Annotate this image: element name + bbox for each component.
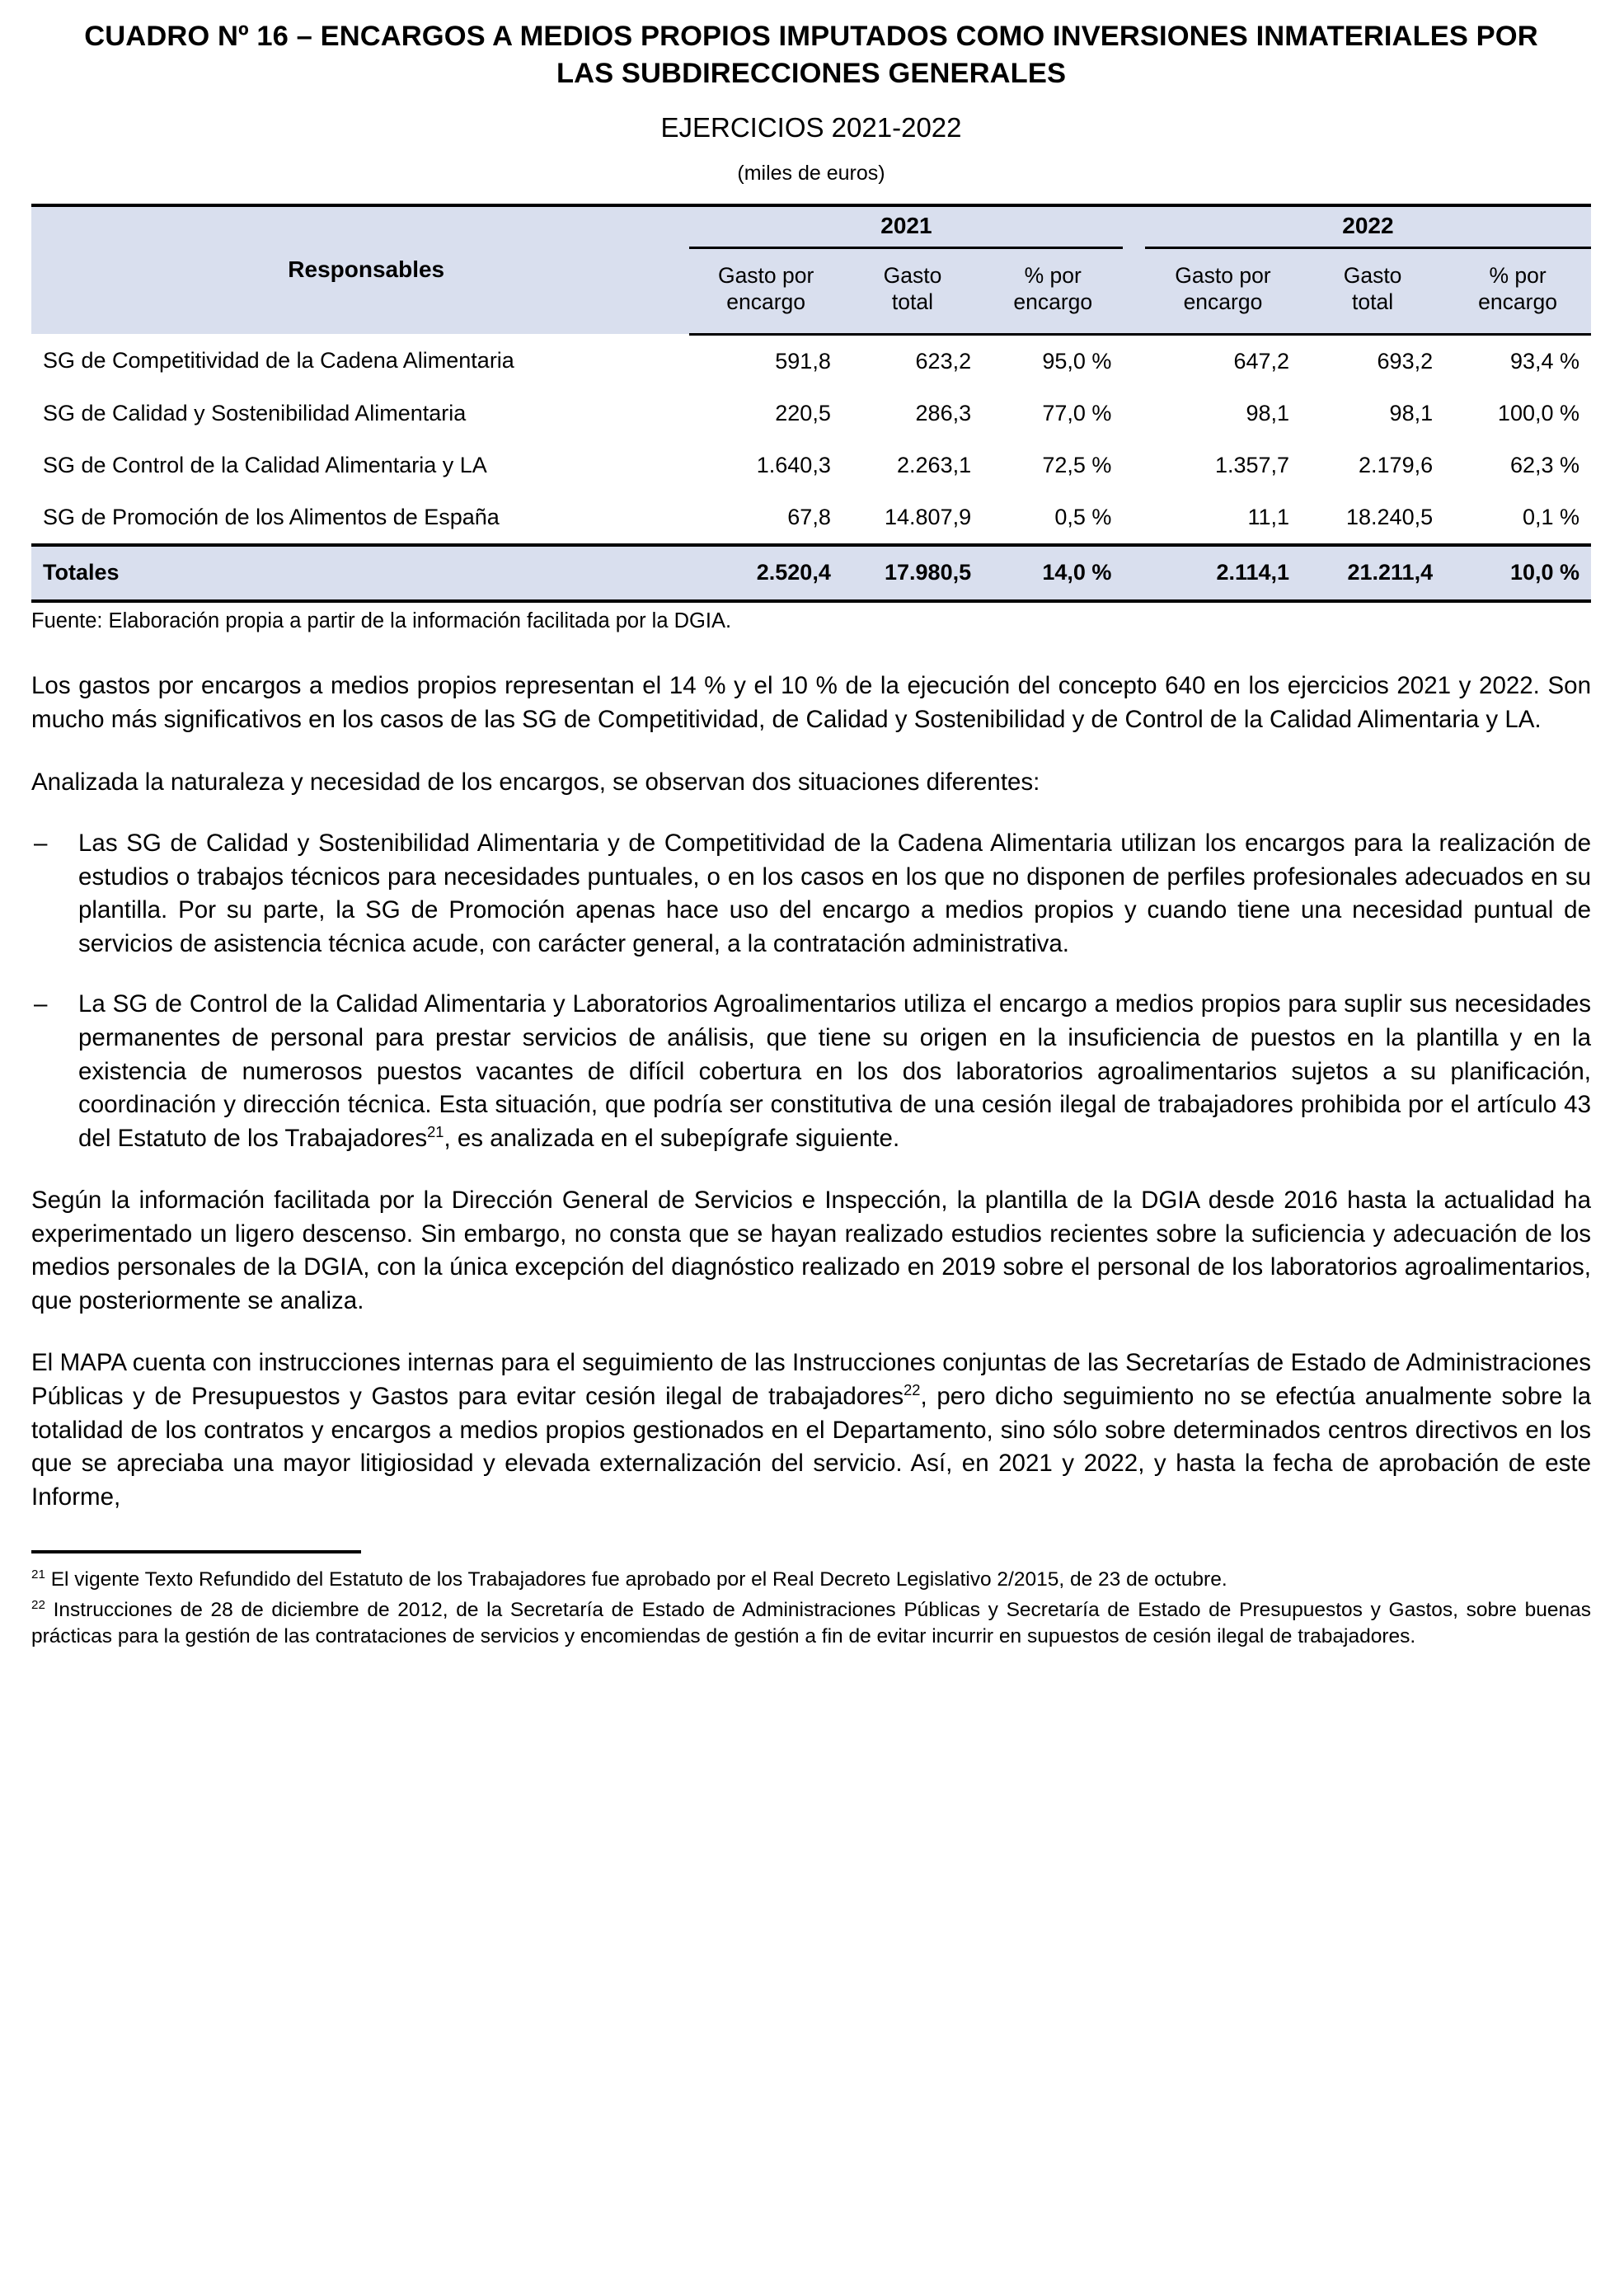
- table-source-note: Fuente: Elaboración propia a partir de la información facilitada por la DGIA.: [31, 609, 732, 632]
- cell-2022-pct: 0,1 %: [1522, 504, 1579, 529]
- header-line-2: total: [891, 289, 934, 314]
- totals-2021-pct: 14,0 %: [983, 545, 1123, 601]
- footnote-21-text: El vigente Texto Refundido del Estatuto de los Trabajadores fue aprobado por el Real Decreto Legislativo 2/2015, de 23 de octubre.: [50, 1568, 1227, 1591]
- list-item-text-part-2: , es analizada en el subepígrafe siguiente.: [444, 1124, 900, 1152]
- units-note: (miles de euros): [737, 161, 885, 185]
- paragraph-4: [31, 1347, 1591, 1514]
- encargos-table: [31, 204, 1591, 603]
- table-container: [31, 204, 1591, 635]
- cell-2021-pct: 72,5 %: [1042, 452, 1112, 477]
- header-line-2: encargo: [1183, 289, 1263, 314]
- list-item-text-part-1: La SG de Control de la Calidad Alimentaria y Laboratorios Agroalimentarios utiliza el encargo a medios propios para suplir sus necesidades permanentes de personal para prestar servicios de análisis, que tiene su origen en la insuficiencia de puestos en la plantilla y en la existencia de numerosos puestos vacantes de difícil cobertura en los dos laboratorios agroalimentarios sujetos a su planificación, coordinación y dirección técnica. Esta situación, que podría ser constitutiva de una cesión ilegal de trabajadores prohibida por el artículo 43 del Estatuto de los Trabajadores: [78, 990, 1591, 1152]
- totals-2022-pct: 10,0 %: [1444, 545, 1591, 601]
- cell-2021-pct: 95,0 %: [1042, 348, 1112, 374]
- column-header-responsables: Responsables: [31, 205, 689, 335]
- dash-marker: –: [34, 830, 48, 858]
- cell-spacer: [1123, 439, 1144, 491]
- footnotes-section: [31, 1550, 1591, 1651]
- header-line-1: % por: [1489, 263, 1547, 289]
- cell-spacer: [1123, 491, 1144, 545]
- table-row: [31, 491, 1591, 545]
- header-line-2: encargo: [726, 289, 806, 314]
- footnote-22: [31, 1597, 1591, 1651]
- footnote-number-21: 21: [31, 1568, 45, 1582]
- cell-spacer: [1123, 388, 1144, 439]
- totals-2022-gasto-encargo: 2.114,1: [1145, 545, 1301, 601]
- totals-2021-gasto-encargo: 2.520,4: [689, 545, 842, 601]
- paragraph-4-part-1: El MAPA cuenta con instrucciones internas para el seguimiento de las Instrucciones conjuntas de las Secretarías de Estado de Administraciones Públicas y de Presupuestos y Gastos para evitar cesión ilegal de trabajadores: [31, 1349, 1591, 1411]
- column-header-2021-pct-encargo: [983, 247, 1123, 334]
- dash-marker: –: [34, 990, 48, 1018]
- column-header-2021-gasto-total: [843, 247, 983, 334]
- paragraph-2: Analizada la naturaleza y necesidad de los encargos, se observan dos situaciones diferentes:: [31, 768, 1040, 796]
- row-label: SG de Competitividad de la Cadena Alimentaria: [43, 347, 514, 373]
- page-subtitle: EJERCICIOS 2021-2022: [660, 111, 962, 143]
- totals-spacer: [1123, 545, 1144, 601]
- cell-2021-gasto-total: 623,2: [915, 348, 972, 374]
- footnote-ref-21[interactable]: 21: [427, 1122, 444, 1140]
- totals-2021-gasto-total: 17.980,5: [843, 545, 983, 601]
- row-label: SG de Control de la Calidad Alimentaria y LA: [43, 452, 487, 477]
- cell-2022-gasto-encargo: 98,1: [1246, 400, 1290, 425]
- header-line-1: Gasto por: [1175, 263, 1271, 289]
- cell-2022-gasto-total: 98,1: [1389, 400, 1434, 425]
- footnote-ref-22[interactable]: 22: [904, 1381, 921, 1399]
- totals-2022-gasto-total: 21.211,4: [1301, 545, 1444, 601]
- list-item: [31, 827, 1591, 961]
- cell-2021-pct: 0,5 %: [1054, 504, 1112, 529]
- footnote-21: [31, 1567, 1591, 1594]
- totals-label: Totales: [31, 545, 689, 601]
- list-item-text: Las SG de Calidad y Sostenibilidad Alimentaria y de Competitividad de la Cadena Alimentaria utilizan los encargos para la realización de estudios o trabajos técnicos para necesidades puntuales, o en los casos en los que no disponen de perfiles profesionales adecuados en su plantilla. Por su parte, la SG de Promoción apenas hace uso del encargo a medios propios y cuando tiene una necesidad puntual de servicios de asistencia técnica acude, con carácter general, a la contratación administrativa.: [78, 830, 1591, 957]
- header-line-2: total: [1352, 289, 1394, 314]
- table-totals-row: [31, 545, 1591, 601]
- cell-2021-gasto-encargo: 591,8: [775, 348, 831, 374]
- cell-2022-pct: 62,3 %: [1509, 452, 1579, 477]
- cell-2021-gasto-encargo: 1.640,3: [756, 452, 831, 477]
- table-row: [31, 388, 1591, 439]
- cell-2021-gasto-total: 286,3: [915, 400, 972, 425]
- cell-2021-gasto-encargo: 220,5: [775, 400, 831, 425]
- cell-2021-pct: 77,0 %: [1042, 400, 1112, 425]
- cell-2021-gasto-encargo: 67,8: [787, 504, 831, 529]
- list-item: [31, 988, 1591, 1155]
- header-line-1: Gasto: [883, 263, 942, 289]
- cell-2022-gasto-encargo: 647,2: [1233, 348, 1290, 374]
- header-line-1: Gasto por: [717, 263, 814, 289]
- cell-spacer: [1123, 334, 1144, 388]
- column-group-2022: 2022: [1145, 205, 1591, 248]
- footnote-number-22: 22: [31, 1597, 45, 1612]
- footnote-22-text: Instrucciones de 28 de diciembre de 2012, de la Secretaría de Estado de Administraciones Públicas y Secretaría de Estado de Presupuestos y Gastos, sobre buenas prácticas para la gestión de las contrataciones de servicios y encomiendas de gestión a fin de evitar incurrir en supuestos de cesión ilegal de trabajadores.: [31, 1598, 1591, 1648]
- header-line-2: encargo: [1478, 289, 1557, 314]
- footnote-separator: [31, 1550, 361, 1553]
- row-label: SG de Calidad y Sostenibilidad Alimentaria: [43, 400, 467, 425]
- cell-2021-gasto-total: 14.807,9: [885, 504, 972, 529]
- row-label: SG de Promoción de los Alimentos de España: [43, 504, 500, 529]
- column-group-2021: 2021: [689, 205, 1123, 248]
- cell-2022-gasto-total: 2.179,6: [1359, 452, 1434, 477]
- header-line-1: Gasto: [1343, 263, 1402, 289]
- column-header-2022-gasto-total: [1301, 247, 1444, 334]
- column-header-spacer: [1123, 247, 1144, 334]
- paragraph-1: Los gastos por encargos a medios propios representan el 14 % y el 10 % de la ejecución del concepto 640 en los ejercicios 2021 y 2022. Son mucho más significativos en los casos de las SG de Competitividad, de Calidad y Sostenibilidad y de Control de la Calidad Alimentaria y LA.: [31, 672, 1591, 734]
- cell-2022-gasto-total: 693,2: [1377, 348, 1434, 374]
- paragraph-4-part-2: , pero dicho seguimiento no se efectúa anualmente sobre la totalidad de los contratos y encargos a medios propios gestionados en el Departamento, sino sólo sobre determinados centros directivos en los que se apreciaba una mayor litigiosidad y elevada externalización del servicio. Así, en 2021 y 2022, y hasta la fecha de aprobación de este Informe,: [31, 1383, 1591, 1511]
- column-header-2022-gasto-encargo: [1145, 247, 1301, 334]
- cell-2022-pct: 93,4 %: [1509, 348, 1579, 374]
- page-title: CUADRO Nº 16 – ENCARGOS A MEDIOS PROPIOS IMPUTADOS COMO INVERSIONES INMATERIALES POR LAS SUBDIRECCIONES GENERALES: [84, 21, 1538, 89]
- column-group-spacer: [1123, 205, 1144, 248]
- column-header-2022-pct-encargo: [1444, 247, 1591, 334]
- header-line-1: % por: [1024, 263, 1082, 289]
- cell-2022-gasto-total: 18.240,5: [1346, 504, 1434, 529]
- cell-2022-gasto-encargo: 11,1: [1247, 504, 1290, 529]
- cell-2022-pct: 100,0 %: [1497, 400, 1579, 425]
- column-header-2021-gasto-encargo: [689, 247, 842, 334]
- cell-2022-gasto-encargo: 1.357,7: [1214, 452, 1290, 477]
- header-line-2: encargo: [1013, 289, 1093, 314]
- bullet-list: [31, 827, 1591, 1155]
- paragraph-3: Según la información facilitada por la Dirección General de Servicios e Inspección, la plantilla de la DGIA desde 2016 hasta la actualidad ha experimentado un ligero descenso. Sin embargo, no consta que se hayan realizado estudios recientes sobre la suficiencia y adecuación de los medios personales de la DGIA, con la única excepción del diagnóstico realizado en 2019 sobre el personal de los laboratorios agroalimentarios, que posteriormente se analiza.: [31, 1187, 1591, 1314]
- table-row: [31, 439, 1591, 491]
- table-row: [31, 334, 1591, 388]
- cell-2021-gasto-total: 2.263,1: [897, 452, 972, 477]
